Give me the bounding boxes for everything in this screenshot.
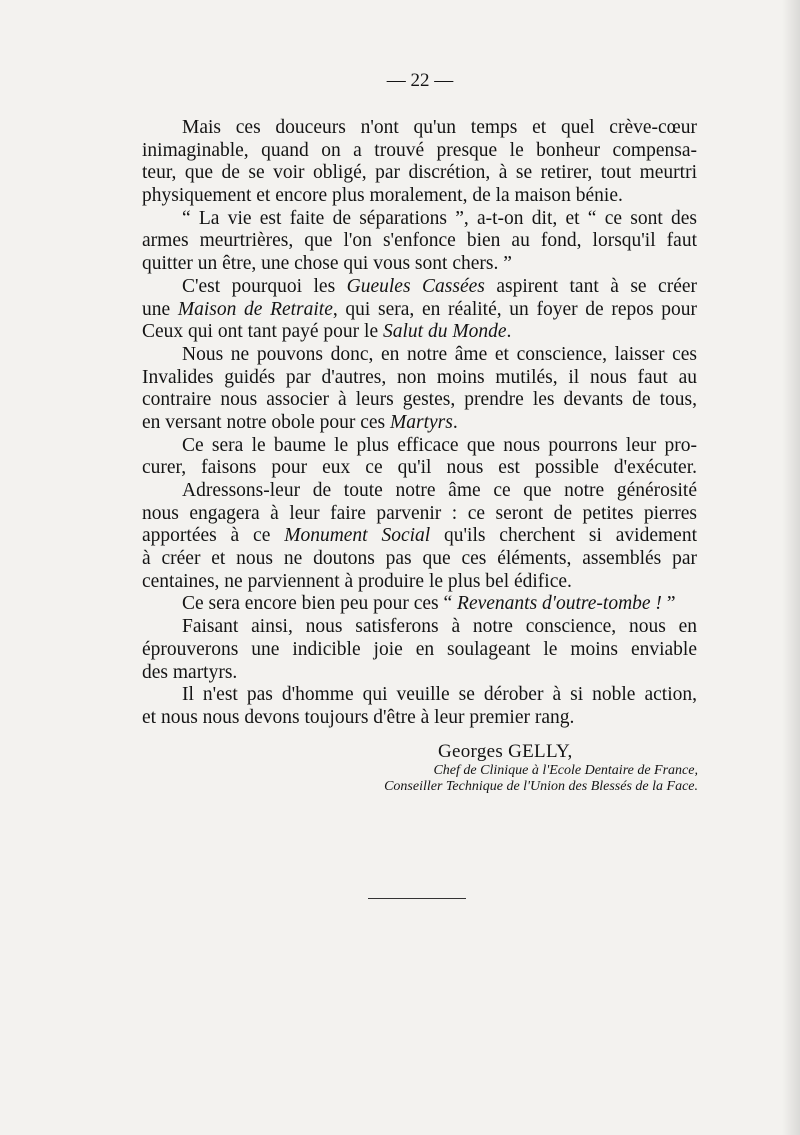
- text-line: teur, que de se voir obligé, par discrétion, à se retirer, tout meurtri: [142, 162, 697, 184]
- text-line: Adressons-leur de toute notre âme ce que notre générosité: [182, 480, 697, 501]
- signature-title-1: Chef de Clinique à l'Ecole Dentaire de France,: [433, 763, 698, 778]
- text-line: des martyrs.: [142, 661, 238, 683]
- text-line: Ce sera encore bien peu pour ces “ Revenants d'outre-tombe ! ”: [182, 593, 676, 615]
- text-line: Faisant ainsi, nous satisferons à notre conscience, nous en: [182, 616, 697, 638]
- text-line: éprouverons une indicible joie en soulageant le moins enviable: [142, 638, 697, 660]
- body-text: [142, 117, 697, 730]
- signature-name: Georges GELLY,: [438, 741, 573, 762]
- page-number: — 22 —: [386, 70, 454, 91]
- text-line: en versant notre obole pour ces Martyrs.: [142, 411, 458, 433]
- text-line: apportées à ce Monument Social qu'ils cherchent si avidement: [142, 525, 697, 547]
- end-rule: [368, 898, 466, 899]
- text-line: centaines, ne parviennent à produire le plus bel édifice.: [142, 570, 572, 592]
- text-line: nous engagera à leur faire parvenir : ce seront de petites pierres: [142, 502, 697, 524]
- text-line: une Maison de Retraite, qui sera, en réalité, un foyer de repos pour: [142, 298, 697, 320]
- page-edge-shadow: [782, 0, 800, 1135]
- text-line: Nous ne pouvons donc, en notre âme et conscience, laisser ces: [182, 343, 697, 365]
- text-line: et nous nous devons toujours d'être à leur premier rang.: [142, 706, 575, 728]
- text-line: quitter un être, une chose qui vous sont chers. ”: [142, 253, 512, 275]
- text-line: curer, faisons pour eux ce qu'il nous est possible d'exécuter.: [142, 457, 697, 479]
- text-line: Ceux qui ont tant payé pour le Salut du Monde.: [142, 321, 512, 343]
- text-line: Ce sera le baume le plus efficace que nous pourrons leur pro-: [182, 434, 697, 456]
- text-line: contraire nous associer à leurs gestes, prendre les devants de tous,: [142, 389, 697, 411]
- text-line: physiquement et encore plus moralement, de la maison bénie.: [142, 185, 623, 207]
- text-line: “ La vie est faite de séparations ”, a-t-on dit, et “ ce sont des: [182, 207, 697, 229]
- text-line: Mais ces douceurs n'ont qu'un temps et quel crève-cœur: [182, 117, 697, 138]
- text-line: armes meurtrières, que l'on s'enfonce bien au fond, lorsqu'il faut: [142, 230, 697, 252]
- text-line: Invalides guidés par d'autres, non moins mutilés, il nous faut au: [142, 366, 697, 388]
- text-line: C'est pourquoi les Gueules Cassées aspirent tant à se créer: [182, 275, 697, 297]
- text-line: inimaginable, quand on a trouvé presque le bonheur compensa-: [142, 139, 697, 161]
- text-line: à créer et nous ne doutons pas que ces éléments, assemblés par: [142, 548, 697, 570]
- signature-title-2: Conseiller Technique de l'Union des Blessés de la Face.: [384, 779, 698, 794]
- text-line: Il n'est pas d'homme qui veuille se dérober à si noble action,: [182, 684, 697, 706]
